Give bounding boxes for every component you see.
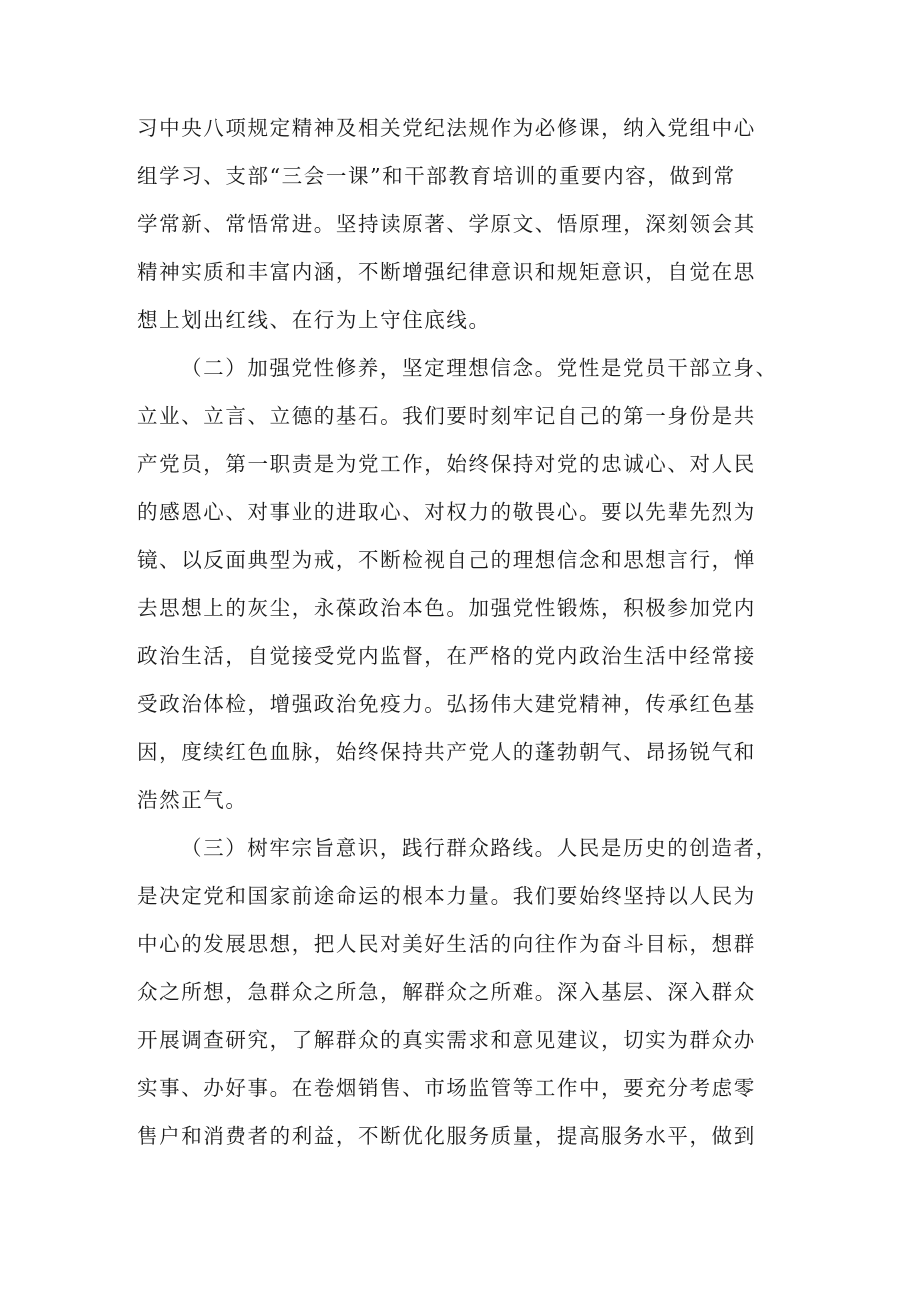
text-line: 组学习、支部“三会一课”和干部教育培训的重要内容，做到常 xyxy=(137,164,736,188)
paragraph-continuation xyxy=(137,104,805,344)
text-line: 受政治体检，增强政治免疫力。弘扬伟大建党精神，传承红色基 xyxy=(137,692,756,716)
text-line: 浩然正气。 xyxy=(137,788,248,812)
text-line: 众之所想，急群众之所急，解群众之所难。深入基层、深入群众 xyxy=(137,980,756,1004)
text-line: 开展调查研究，了解群众的真实需求和意见建议，切实为群众办 xyxy=(137,1028,756,1052)
text-line: （三）树牢宗旨意识，践行群众路线。人民是历史的创造者， xyxy=(181,836,778,860)
text-line: 产党员，第一职责是为党工作，始终保持对党的忠诚心、对人民 xyxy=(137,452,756,476)
text-line: 是决定党和国家前途命运的根本力量。我们要始终坚持以人民为 xyxy=(137,884,756,908)
text-line: 的感恩心、对事业的进取心、对权力的敬畏心。要以先辈先烈为 xyxy=(137,500,756,524)
text-line: 因，度续红色血脉，始终保持共产党人的蓬勃朝气、昂扬锐气和 xyxy=(137,740,756,764)
text-line: 售户和消费者的利益，不断优化服务质量，提高服务水平，做到 xyxy=(137,1124,756,1148)
text-line: 习中央八项规定精神及相关党纪法规作为必修课，纳入党组中心 xyxy=(137,116,756,140)
text-line: 实事、办好事。在卷烟销售、市场监管等工作中，要充分考虑零 xyxy=(137,1076,756,1100)
text-line: 想上划出红线、在行为上守住底线。 xyxy=(137,308,491,332)
text-line: 中心的发展思想，把人民对美好生活的向往作为奋斗目标，想群 xyxy=(137,932,756,956)
text-line: 镜、以反面典型为戒，不断检视自己的理想信念和思想言行，惮 xyxy=(137,548,756,572)
paragraph-mass-line xyxy=(137,824,805,1160)
text-line: 去思想上的灰尘，永葆政治本色。加强党性锻炼，积极参加党内 xyxy=(137,596,756,620)
text-line: （二）加强党性修养，坚定理想信念。党性是党员干部立身、 xyxy=(181,356,778,380)
text-line: 立业、立言、立德的基石。我们要时刻牢记自己的第一身份是共 xyxy=(137,404,756,428)
text-line: 学常新、常悟常进。坚持读原著、学原文、悟原理，深刻领会其 xyxy=(137,212,756,236)
text-line: 精神实质和丰富内涵，不断增强纪律意识和规矩意识，自觉在思 xyxy=(137,260,756,284)
paragraph-party-spirit xyxy=(137,344,805,824)
text-line: 政治生活，自觉接受党内监督，在严格的党内政治生活中经常接 xyxy=(137,644,756,668)
